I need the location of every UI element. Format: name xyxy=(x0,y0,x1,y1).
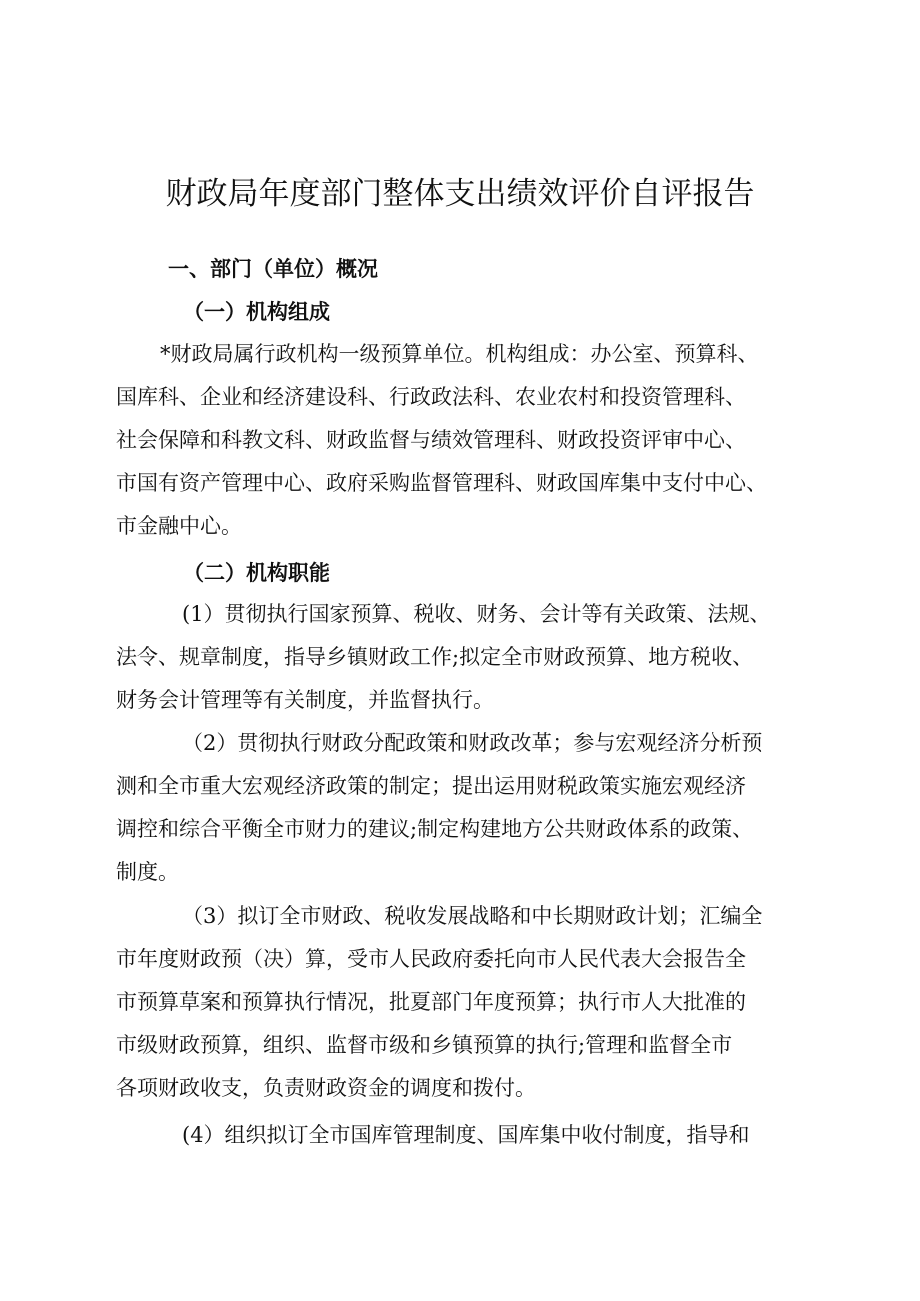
paragraph-function-1 xyxy=(116,593,816,722)
text-line: *财政局属行政机构一级预算单位。机构组成：办公室、预算科、 xyxy=(160,342,759,366)
text-line: 各项财政收支，负责财政资金的调度和拨付。 xyxy=(116,1076,536,1100)
text-line: 测和全市重大宏观经济政策的制定；提出运用财税政策实施宏观经济 xyxy=(116,774,746,798)
document-title: 财政局年度部门整体支出绩效评价自评报告 xyxy=(165,176,755,212)
text-line: (4）组织拟订全市国库管理制度、国库集中收付制度，指导和 xyxy=(182,1123,750,1147)
text-line: 市金融中心。 xyxy=(116,514,242,538)
paragraph-function-3 xyxy=(116,895,816,1110)
text-line: 调控和综合平衡全市财力的建议;制定构建地方公共财政体系的政策、 xyxy=(116,817,754,841)
paragraph-organization xyxy=(116,333,816,548)
text-line: 市年度财政预（决）算，受市人民政府委托向市人民代表大会报告全 xyxy=(116,947,746,971)
text-line: (1）贯彻执行国家预算、税收、财务、会计等有关政策、法规、 xyxy=(182,602,771,626)
text-line: （2）贯彻执行财政分配政策和财政改革；参与宏观经济分析预 xyxy=(182,731,763,755)
text-line: 制度。 xyxy=(116,860,179,884)
text-line: 市级财政预算，组织、监督市级和乡镇预算的执行;管理和监督全市 xyxy=(116,1033,733,1057)
text-line: 法令、规章制度，指导乡镇财政工作;拟定全市财政预算、地方税收、 xyxy=(116,645,754,669)
subsection-heading-functions: （二）机构职能 xyxy=(183,560,330,585)
text-line: 市预算草案和预算执行情况，批夏部门年度预算；执行市人大批准的 xyxy=(116,990,746,1014)
text-line: 财务会计管理等有关制度，并监督执行。 xyxy=(116,688,494,712)
text-line: （3）拟订全市财政、税收发展战略和中长期财政计划；汇编全 xyxy=(182,904,763,928)
section-heading-overview: 一、部门（单位）概况 xyxy=(168,256,378,281)
text-line: 市国有资产管理中心、政府采购监督管理科、财政国库集中支付中心、 xyxy=(116,471,767,495)
paragraph-function-2 xyxy=(116,722,816,894)
text-line: 社会保障和科教文科、财政监督与绩效管理科、财政投资评审中心、 xyxy=(116,428,746,452)
paragraph-function-4 xyxy=(116,1114,816,1157)
subsection-heading-organization: （一）机构组成 xyxy=(183,299,330,324)
text-line: 国库科、企业和经济建设科、行政政法科、农业农村和投资管理科、 xyxy=(116,385,746,409)
